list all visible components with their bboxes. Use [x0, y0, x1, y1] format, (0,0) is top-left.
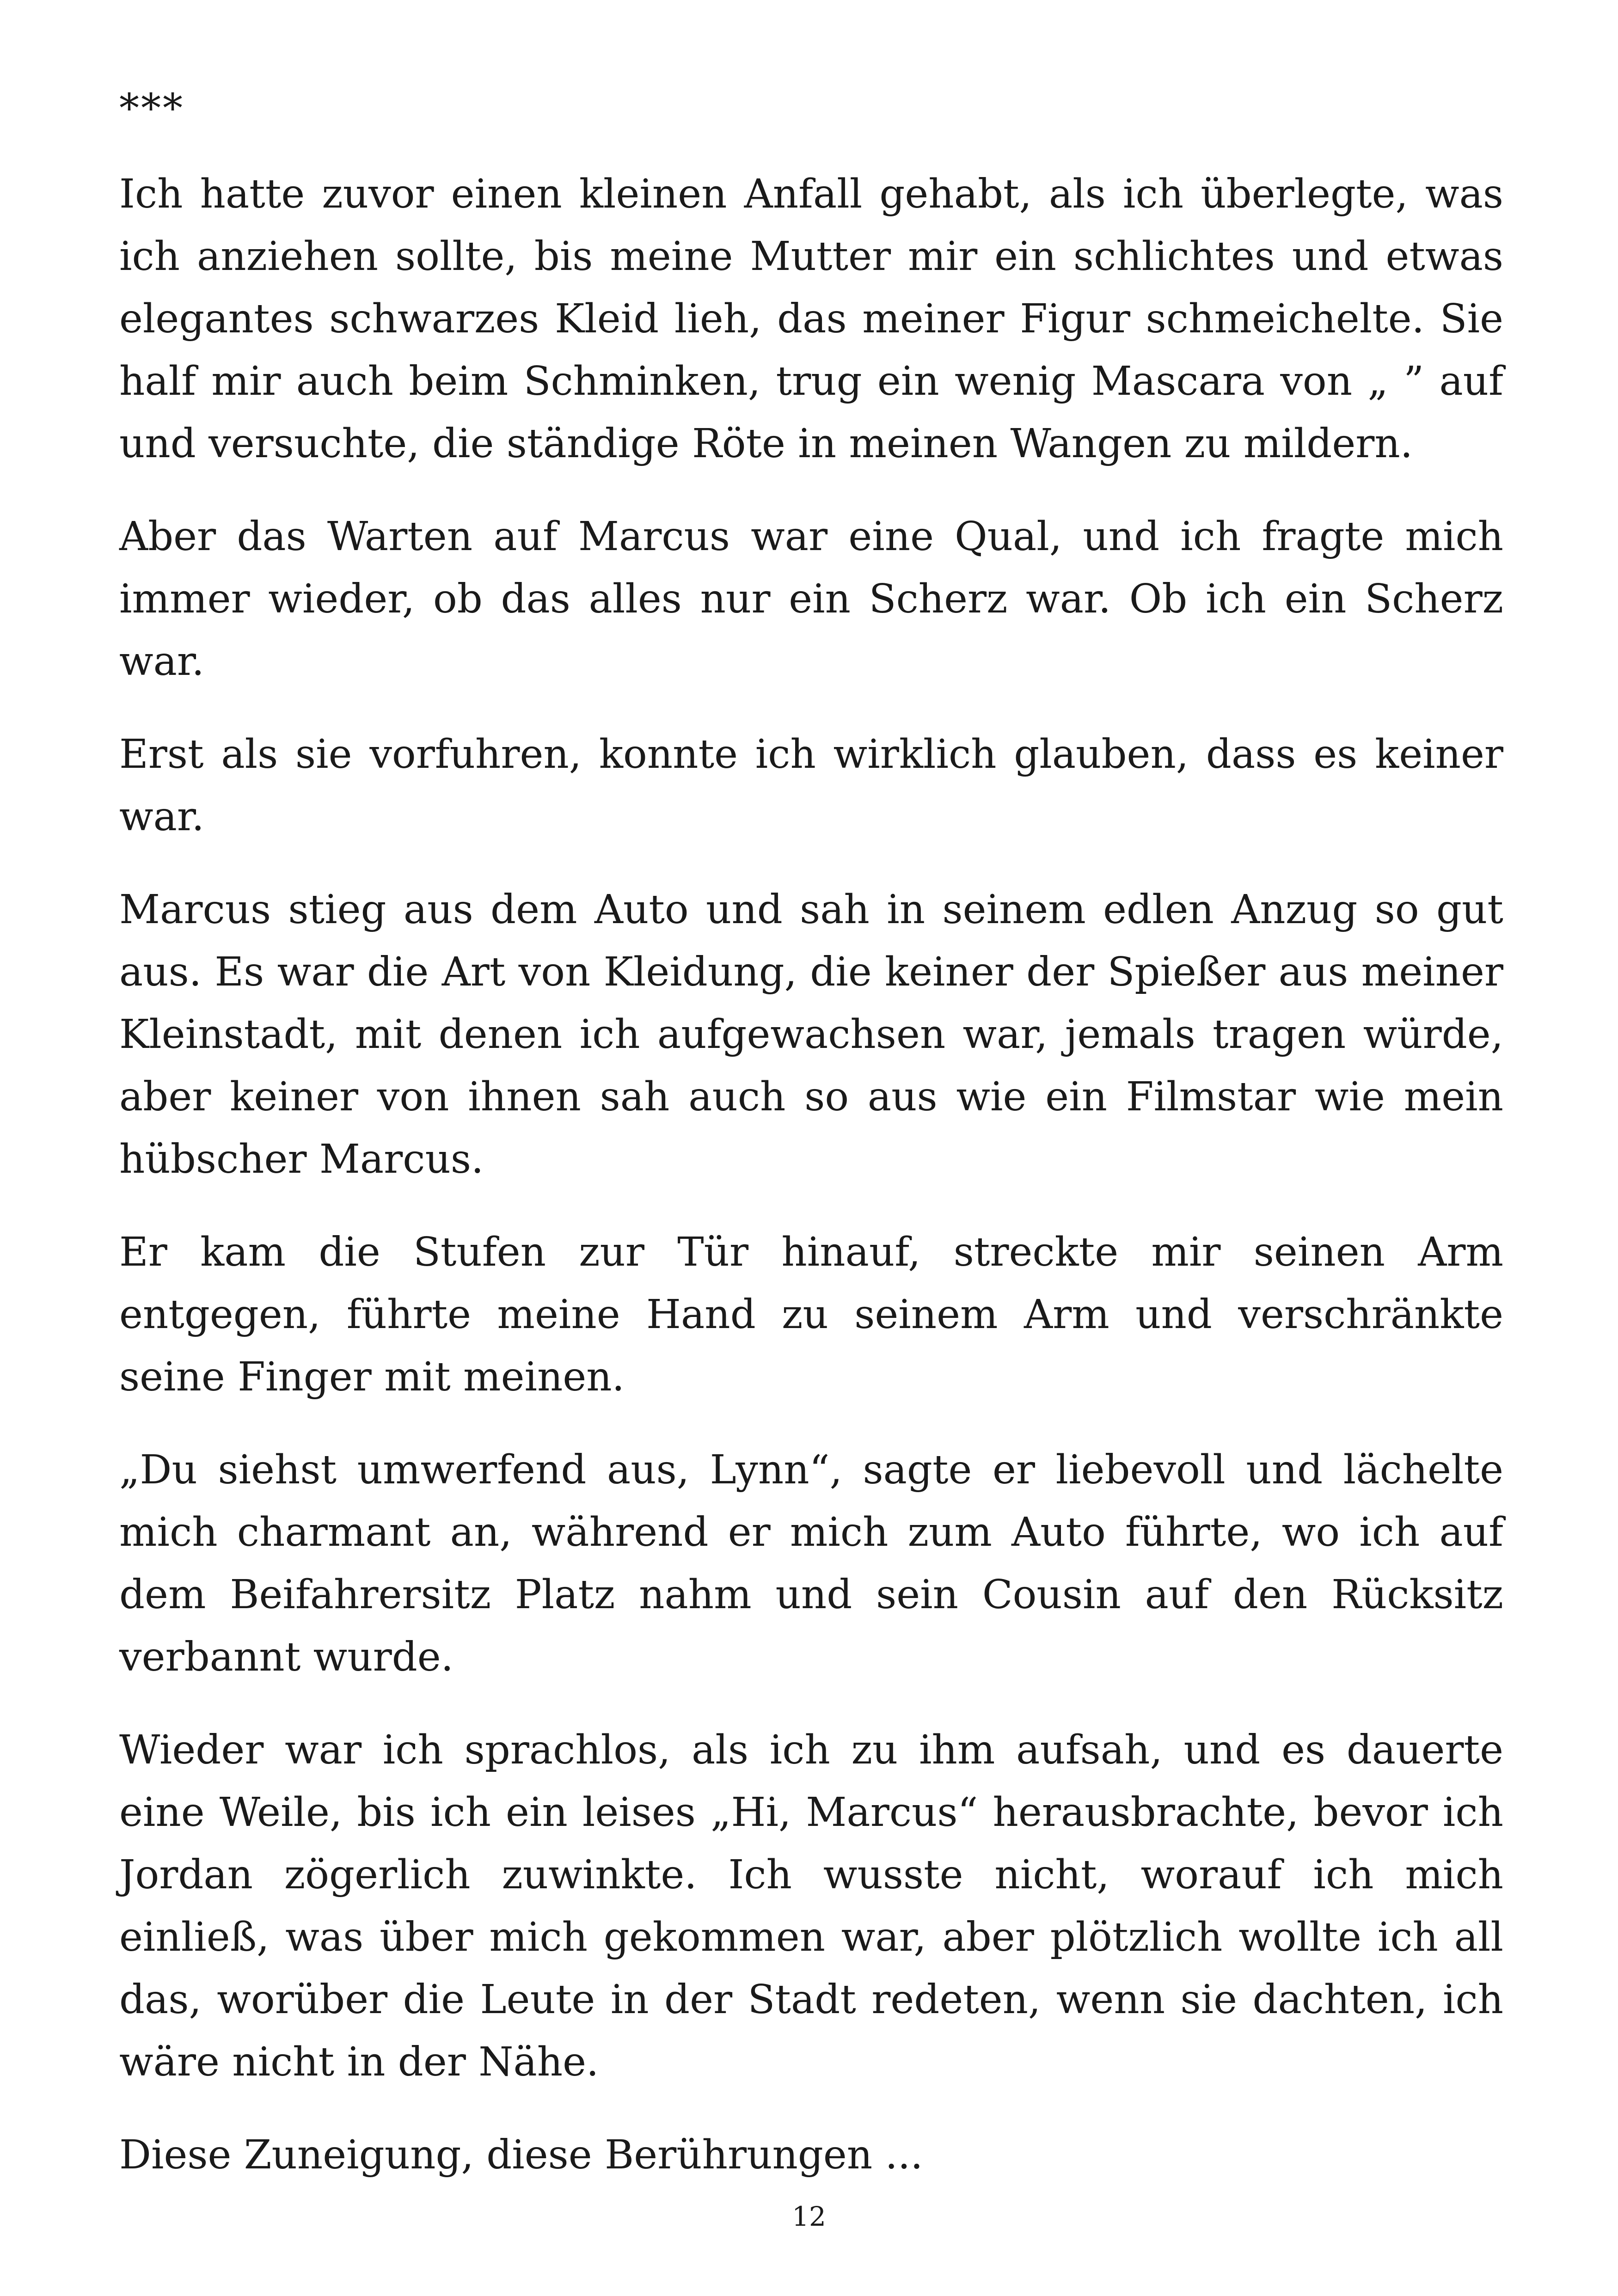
- paragraph: Ich hatte zuvor einen kleinen Anfall gehabt, als ich überlegte, was ich anziehen sollte, bis meine Mutter mir ein schlichtes und etwas elegantes schwarzes Kleid lieh, das meiner Figur schmeichelte. Sie half mir auch beim Schminken, trug ein wenig Mascara von „ ” auf und versuchte, die ständige Röte in meinen Wangen zu mildern.: [119, 171, 1503, 467]
- paragraph: Er kam die Stufen zur Tür hinauf, streckte mir seinen Arm entgegen, führte meine Hand zu seinem Arm und verschränkte seine Finger mit meinen.: [119, 1229, 1503, 1400]
- paragraph: Aber das Warten auf Marcus war eine Qual, und ich fragte mich immer wieder, ob das alles nur ein Scherz war. Ob ich ein Scherz war.: [119, 514, 1503, 685]
- page-body: [119, 78, 1503, 2217]
- page-number: 12: [792, 2201, 826, 2232]
- paragraph: Marcus stieg aus dem Auto und sah in seinem edlen Anzug so gut aus. Es war die Art von Kleidung, die keiner der Spießer aus meiner Kleinstadt, mit denen ich aufgewachsen war, jemals tragen würde, aber keiner von ihnen sah auch so aus wie ein Filmstar wie mein hübscher Marcus.: [119, 887, 1503, 1182]
- paragraph: Wieder war ich sprachlos, als ich zu ihm aufsah, und es dauerte eine Weile, bis ich ein leises „Hi, Marcus“ herausbrachte, bevor ich Jordan zögerlich zuwinkte. Ich wusste nicht, worauf ich mich einließ, was über mich gekommen war, aber plötzlich wollte ich all das, worüber die Leute in der Stadt redeten, wenn sie dachten, ich wäre nicht in der Nähe.: [119, 1727, 1503, 2085]
- scene-separator: ***: [119, 86, 184, 132]
- paragraph: Diese Zuneigung, diese Berührungen ...: [119, 2132, 923, 2178]
- paragraph: Erst als sie vorfuhren, konnte ich wirklich glauben, dass es keiner war.: [119, 731, 1503, 840]
- paragraph: „Du siehst umwerfend aus, Lynn“, sagte er liebevoll und lächelte mich charmant an, während er mich zum Auto führte, wo ich auf dem Beifahrersitz Platz nahm und sein Cousin auf den Rücksitz verbannt wurde.: [119, 1447, 1503, 1680]
